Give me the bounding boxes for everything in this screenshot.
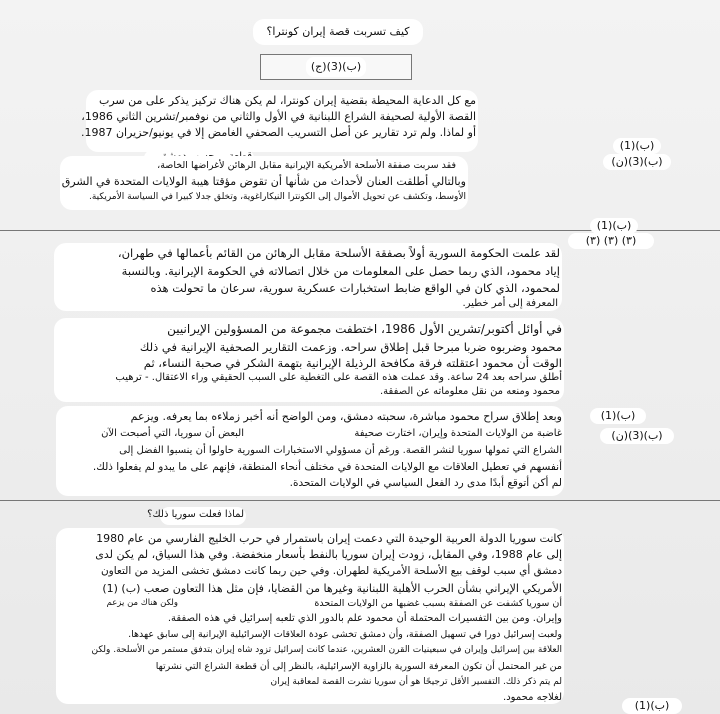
paragraph-4-line-1: في أوائل أكتوبر/تشرين الأول 1986، اختطفت مجموعة من المسؤولين الإيرانيين	[167, 322, 562, 336]
paragraph-6-line-9: العلاقة بين إسرائيل وإيران في سبعينيات القرن العشرين، عندما كانت إسرائيل تزود شاه إيران بتدفق مستمر من الأسلحة. ولكن	[91, 645, 562, 655]
paragraph-6-line-11: لم يتم ذكر ذلك. التفسير الأقل ترجيحًا هو أن سوريا نشرت القصة لمعاقبة إيران	[270, 677, 562, 687]
redaction-code-box	[260, 54, 412, 80]
paragraph-6-line-10: من غير المحتمل أن تكون المعرفة السورية بالزاوية الإسرائيلية، بالنظر إلى أن قطعة الشراع التي نشرتها	[155, 661, 562, 672]
paragraph-6-line-5: ولكن هناك من يزعم	[106, 598, 178, 608]
paragraph-6-line-4: الأمريكي الإيراني بشأن الحرب الأهلية اللبنانية وغيرها من القضايا، فإن مثل هذا التعاون صعب (ب) (1)	[102, 582, 562, 595]
paragraph-4-line-3: الوقت أن محمود اعتقلته فرقة مكافحة الرذيلة الإيرانية بتهمة الشكر في صحبة النساء، ثم	[143, 356, 562, 370]
document-title: كيف تسربت قصة إيران كونترا؟	[253, 19, 423, 45]
separator-2	[0, 500, 720, 501]
margin-code-3a: (ب)(1)	[590, 408, 646, 424]
paragraph-2-line-1: فقد سربت صفقة الأسلحة الأمريكية الإيرانية مقابل الرهائن لأغراضها الخاصة،	[157, 160, 456, 171]
margin-code-3b: (ب)(3)(ن)	[600, 428, 674, 444]
redaction-code-label: (ب)(3)(ج)	[306, 57, 366, 77]
paragraph-6-line-8: ولعبت إسرائيل دورا في تسهيل الصفقة، وأن دمشق تخشى عودة العلاقات الإسرائيلية الإيرانية إلى سابق عهدها.	[128, 629, 562, 640]
paragraph-6-line-7: وإيران. ومن بين التفسيرات المحتملة أن محمود علم بالدور الذي تلعبه إسرائيل في هذه الصفقة.	[167, 613, 562, 624]
paragraph-2-line-2: وبالتالي أطلقت العنان لأحداث من شأنها أن تقوض مؤقتا هيبة الولايات المتحدة في الشرق	[61, 175, 466, 188]
paragraph-6-line-12: لغلاجه محمود.	[503, 692, 562, 703]
paragraph-5-line-1: وبعد إطلاق سراح محمود مباشرة، سحبته دمشق، ومن الواضح أنه أخبر زملاءه بما يعرفه. ويزعم	[130, 410, 562, 423]
paragraph-6-line-6: أن سوريا كشفت عن الصفقة بسبب غضبها من الولايات المتحدة	[314, 598, 562, 609]
paragraph-5-line-4: أنفسهم في تعطيل العلاقات مع الولايات المتحدة في مختلف أنحاء المنطقة، فإنهم على ما يبدو لم يفعلوا ذلك.	[92, 461, 562, 473]
margin-code-2b: (٣) (٣) (٣)	[568, 233, 654, 249]
paragraph-6-line-1: كانت سوريا الدولة العربية الوحيدة التي دعمت إيران باستمرار في حرب الخليج الفارسي من عام 1980	[96, 532, 562, 545]
paragraph-5-line-3: الشراع التي تمولها سوريا لنشر القصة. ورغم أن مسؤولي الاستخبارات السورية حاولوا أن ينسبوا الفضل إلى	[119, 445, 562, 456]
paragraph-5-line-5: لم أكن أتوقع أبدًا مدى رد الفعل السياسي في الولايات المتحدة.	[289, 477, 562, 489]
margin-code-4: (ب)(1)	[622, 698, 682, 714]
paragraph-3-line-3: لمحمود، الذي كان في الواقع ضابط استخبارات عسكرية سورية، سرعان ما تحولت هذه	[150, 281, 560, 295]
paragraph-1-line-3: أو لماذا. ولم ترد تقارير عن أصل التسريب الصحفي الغامض إلا في يونيو/حزيران 1987.	[80, 126, 476, 139]
paragraph-6-line-2: إلى عام 1988، وفي المقابل، زودت إيران سوريا بالنفط بأسعار منخفضة. وفي هذا السياق، لم يكن لدى	[95, 548, 562, 561]
paragraph-1-line-1: مع كل الدعاية المحيطة بقضية إيران كونترا، لم يكن هناك تركيز يذكر على من سرب	[98, 94, 476, 107]
paragraph-5-line-2b: البعض أن سوريا، التي أصبحت الآن	[101, 428, 244, 439]
paragraph-2-line-3: الأوسط، وتكشف عن تحويل الأموال إلى الكونترا النيكاراغوية، وتخلق جدلا كبيرا في السياسة الأمريكية.	[88, 192, 466, 202]
paragraph-4-line-4: أطلق سراحه بعد 24 ساعة. وقد عملت هذه القصة على التغطية على السبب الحقيقي وراء الاعتقال. - ترهيب	[115, 372, 562, 383]
paragraph-3-line-1: لقد علمت الحكومة السورية أولاً بصفقة الأسلحة مقابل الرهائن من القائم بأعمالها في طهران،	[117, 246, 560, 260]
paragraph-4-line-2: محمود وضربوه ضربا مبرحا قبل إطلاق سراحه. وزعمت التقارير الصحفية الإيرانية في ذلك	[139, 340, 562, 354]
margin-code-1a: (ب)(1)	[613, 138, 661, 154]
paragraph-5-line-2a: غاضبة من الولايات المتحدة وإيران، اختارت صحيفة	[354, 428, 562, 439]
margin-code-1b: (ب)(3)(ن)	[603, 154, 671, 170]
paragraph-3-line-2: إياد محمود، الذي ربما حصل على المعلومات من خلال اتصالاته في الحكومة الإيرانية. وبالنسبة	[121, 264, 560, 278]
section-heading: لماذا فعلت سوريا ذلك؟	[147, 509, 244, 520]
paragraph-1-line-2: القصة الأولية لصحيفة الشراع اللبنانية في الأول والثاني من نوفمبر/تشرين الثاني 1986،	[81, 110, 476, 123]
paragraph-4-line-5: محمود ومنعه من نقل معلوماته عن الصفقة.	[380, 386, 560, 397]
paragraph-3-line-4: المعرفة إلى أمر خطير.	[462, 298, 558, 309]
margin-code-2a: (ب)(1)	[590, 218, 638, 234]
paragraph-6-line-3: دمشق أي سبب لوقف بيع الأسلحة الأمريكية لطهران. وفي حين ربما كانت دمشق تخشى المزيد من التعاون	[100, 565, 562, 577]
